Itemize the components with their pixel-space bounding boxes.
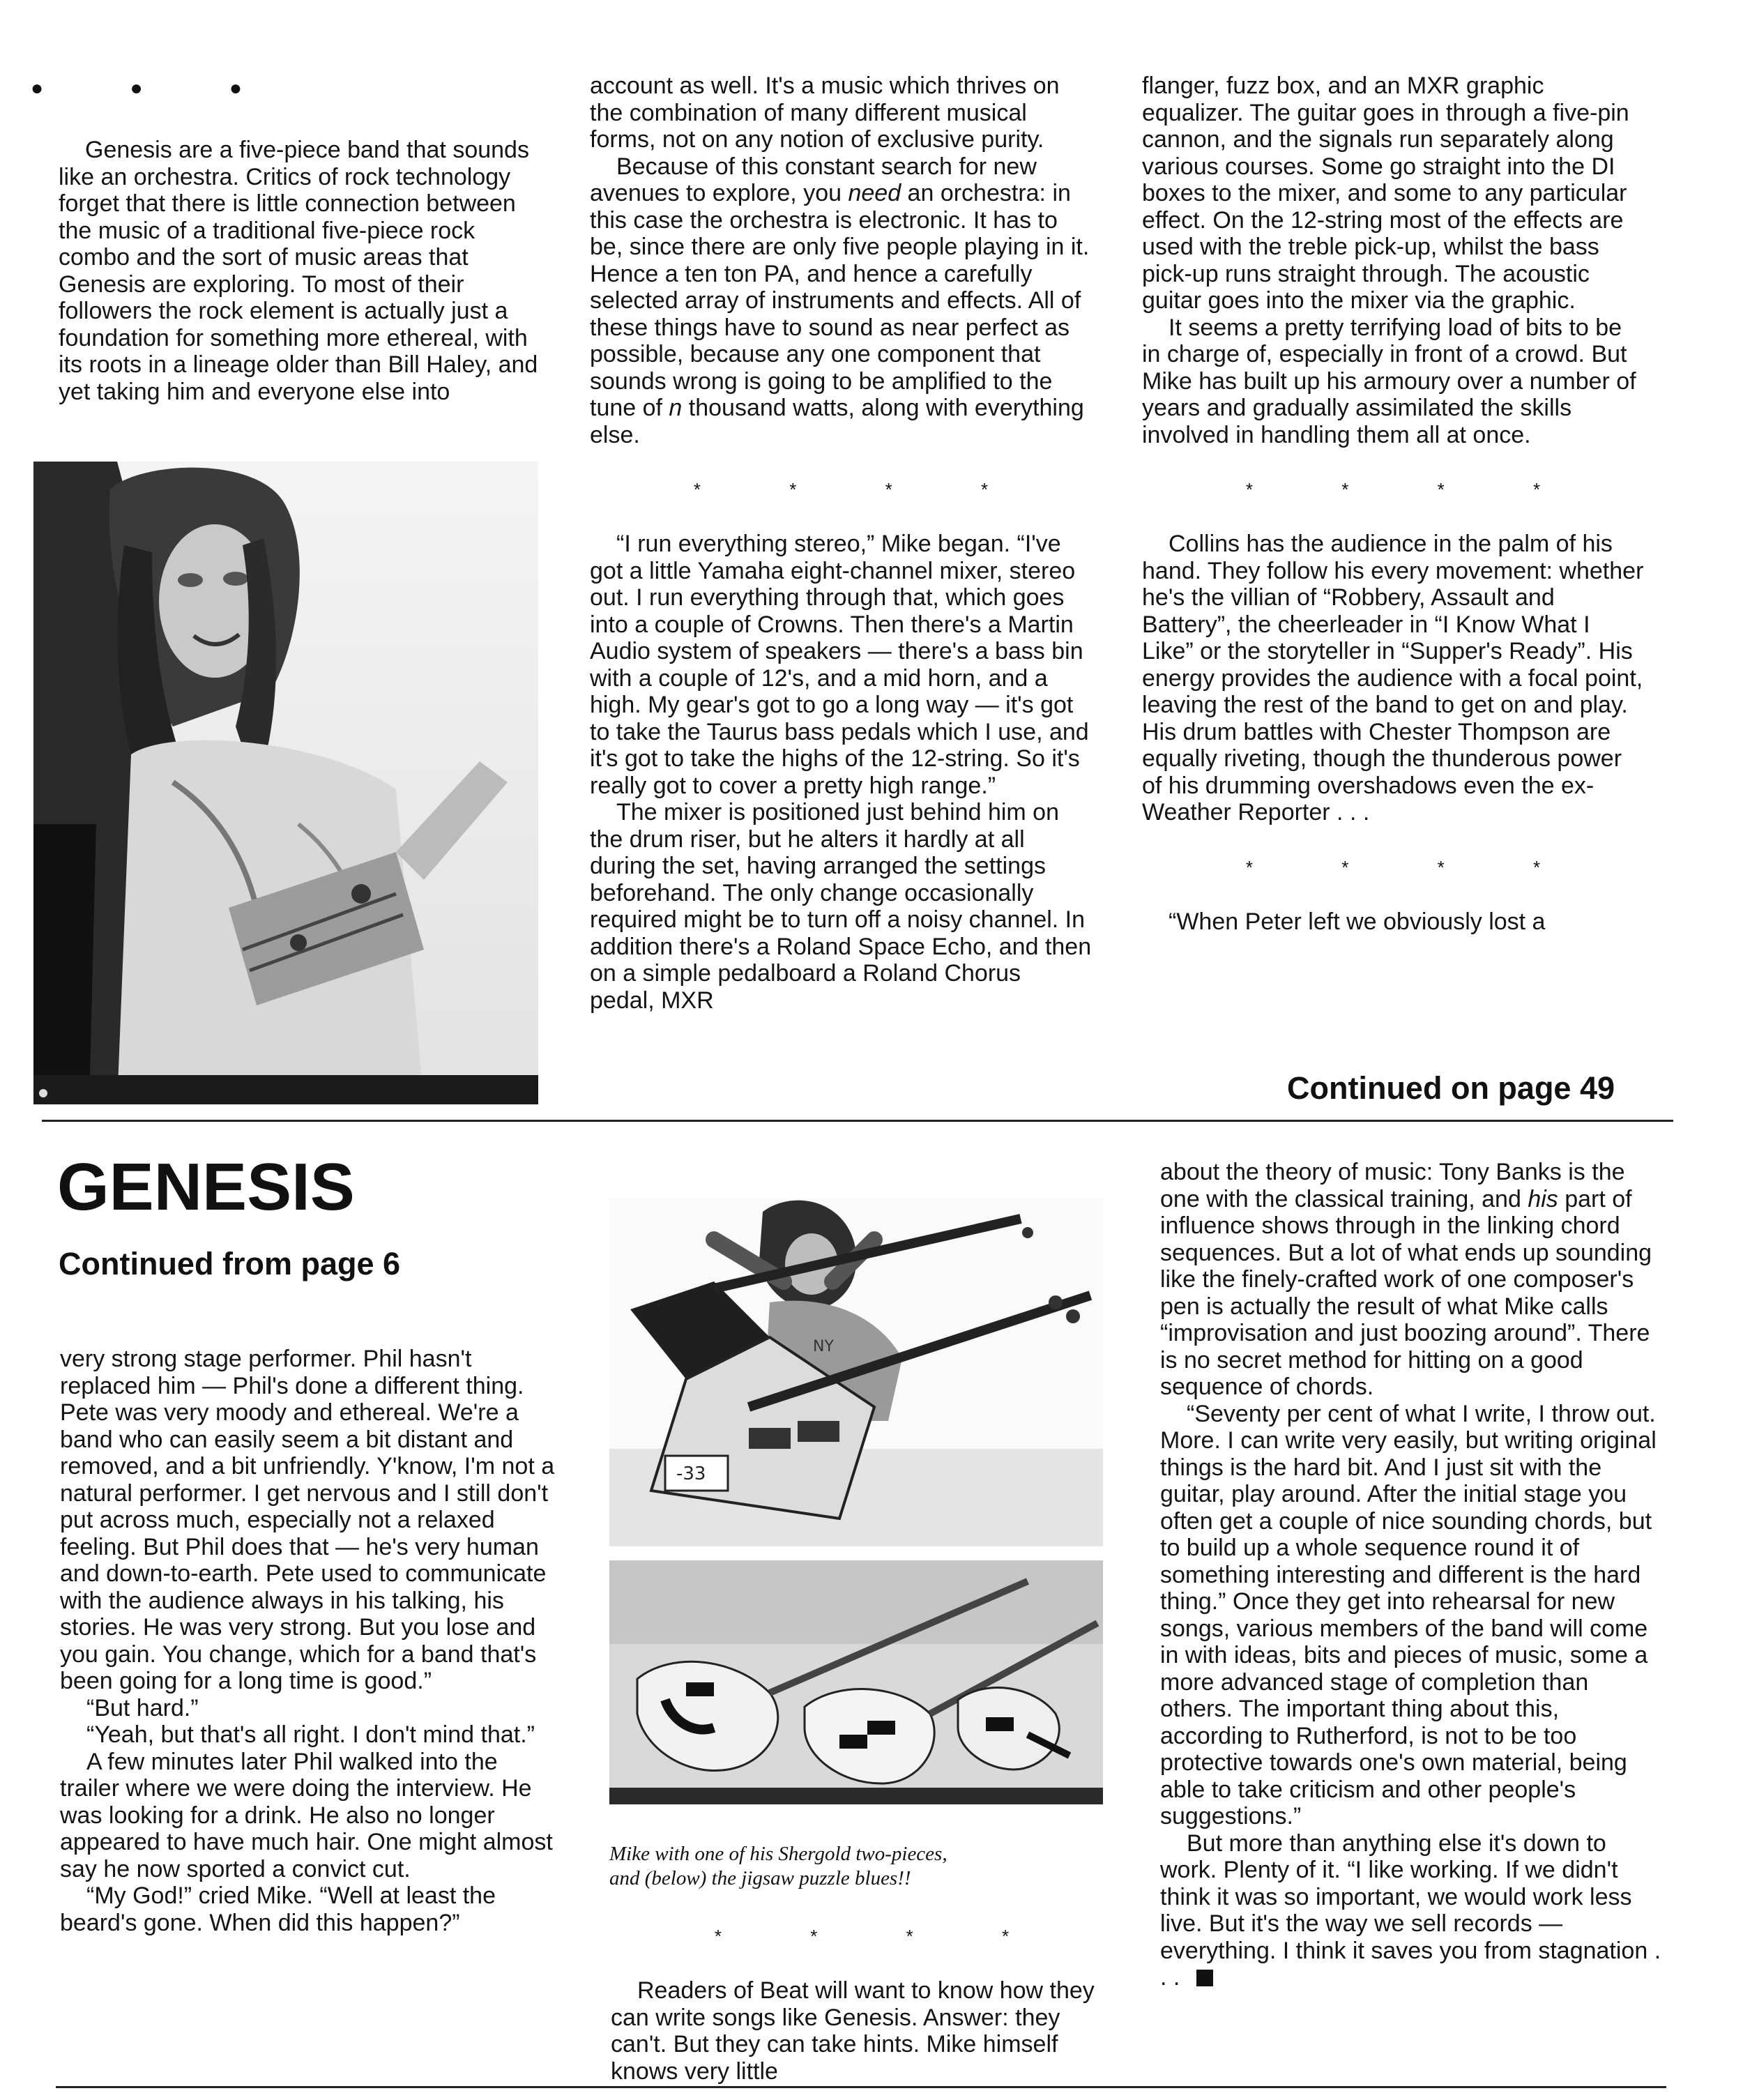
paragraph: flanger, fuzz box, and an MXR graphic equalizer. The guitar goes in through a five-pin cannon, and the signals run separately along various courses. Some go straight into the DI boxes to the mixer, and some to any particular effect. On the 12-string most of the effects are used with the treble pick-up, whilst the bass pick-up runs straight through. The acoustic guitar goes into the mixer via the graphic. [1142, 73, 1629, 314]
section-break-stars: * * * * [1245, 479, 1583, 500]
paragraph: “But hard.” [86, 1694, 199, 1721]
paragraph: The mixer is positioned just behind him on the drum riser, but he alters it hardly at all during the set, having arranged the settings beforehand. The only change occasionally required might be to turn off a noisy channel. In addition there's a Roland Space Echo, and then on a simple pedalboard a Roland Chorus pedal, MXR [590, 799, 1092, 1014]
paragraph: “My God!” cried Mike. “Well at least the beard's gone. When did this happen?” [60, 1882, 496, 1936]
paragraph: about the theory of music: Tony Banks is the one with the classical training, and his part of influence shows through in the linking chord sequences. But a lot of what ends up sounding like the finely-crafted work of one composer's pen is actually the result of what Mike calls “improvisation and just boozing around”. There is no secret method for hitting on a good sequence of chords. [1160, 1159, 1652, 1400]
paragraph: Genesis are a five-piece band that sounds like an orchestra. Critics of rock technology forget that there is little connection between the music of a traditional five-piece rock combo and the sort of music areas that Genesis are exploring. To most of their followers the rock element is actually just a foundation for something more ethereal, with its roots in a lineage older than Bill Haley, and yet taking him and everyone else into [59, 137, 538, 405]
bottom-column-1 [60, 1346, 562, 1936]
continued-on-label: Continued on page 49 [1287, 1070, 1615, 1106]
paragraph: Readers of Beat will want to know how they can write songs like Genesis. Answer: they can't. But they can take hints. Mike himself knows very little [611, 1977, 1095, 2085]
bottom-column-3 [1160, 1159, 1665, 1991]
article-headline: GENESIS [57, 1150, 355, 1224]
photo-mike-with-guitar [33, 462, 538, 1104]
top-column-2 [590, 73, 1092, 1014]
paragraph: A few minutes later Phil walked into the trailer where we were doing the interview. He was looking for a drink. He also no longer appeared to have much hair. One might almost say he now sported a convict cut. [60, 1748, 553, 1882]
end-of-article-mark [1196, 1970, 1213, 1986]
paragraph: account as well. It's a music which thrives on the combination of many different musical forms, not on any notion of exclusive purity. [590, 73, 1060, 153]
svg-text:NY: NY [813, 1338, 834, 1355]
caption-line: Mike with one of his Shergold two-pieces, [609, 1843, 947, 1865]
photo-guitar-pieces [609, 1560, 1103, 1804]
svg-text:-33: -33 [676, 1463, 706, 1484]
paragraph: Collins has the audience in the palm of his hand. They follow his every movement: whether he's the villian of “Robbery, Assault and Battery”, the cheerleader in “I Know What I Like” or the storyteller in “Supper's Ready”. His energy provides the audience with a focal point, leaving the rest of the band to get on and play. His drum battles with Chester Thompson are equally riveting, though the thunderous power of his drumming overshadows even the ex-Weather Reporter . . . [1142, 531, 1644, 825]
paragraph: But more than anything else it's down to work. Plenty of it. “I like working. If we didn't think it was so important, we would work less live. But it's the way we sell records — everything. I think it saves you from stagnation . . . [1160, 1829, 1661, 1991]
photo-caption [609, 1842, 1111, 1891]
section-break-stars: * * * * [1245, 856, 1583, 878]
paragraph: “I run everything stereo,” Mike began. “I've got a little Yamaha eight-channel mixer, stereo out. I run everything through that, which goes into a couple of Crowns. Then there's a Martin Audio system of speakers — there's a bass bin with a couple of 12's, and a mid horn, and a high. My gear's got to go a long way — it's got to take the Taurus bass pedals which I use, and it's got to take the highs of the 12-string. So it's really got to cover a pretty high range.” [590, 531, 1089, 799]
caption-line: and (below) the jigsaw puzzle blues!! [609, 1867, 911, 1889]
paragraph: It seems a pretty terrifying load of bits to be in charge of, especially in front of a crowd. But Mike has built up his armoury over a number of years and gradually assimilated the skills involved in handling them all at once. [1142, 314, 1636, 448]
section-break-stars: * * * * [693, 479, 1030, 500]
paragraph: “When Peter left we obviously lost a [1169, 908, 1546, 935]
paragraph: “Seventy per cent of what I write, I throw out. More. I can write very easily, but writing original things is the hard bit. And I just sit with the guitar, play around. After the initial stage you often get a couple of nice sounding chords, but to build up a whole sequence round it of something interesting and different is the hard thing.” Once they get into rehearsal for new songs, various members of the band will come in with ideas, bits and pieces of music, some a more advanced stage of completion than others. The important thing about this, according to Rutherford, is not to be too protective towards one's own material, being able to take criticism and other people's suggestions.” [1160, 1400, 1657, 1829]
bottom-rule [56, 2086, 1666, 2088]
ornament-dots: ● ● ● [31, 77, 283, 100]
continued-from-label: Continued from page 6 [59, 1246, 401, 1281]
photo-mike-double-neck [609, 1198, 1103, 1546]
section-break-stars: * * * * [714, 1926, 1051, 1947]
paragraph: Because of this constant search for new avenues to explore, you need an orchestra: in this case the orchestra is electronic. It has to be, since there are only five people playing in it. Hence a ten ton PA, and hence a carefully selected array of instruments and effects. All of these things have to sound as near perfect as possible, because any one component that sounds wrong is going to be amplified to the tune of n thousand watts, along with everything else. [590, 153, 1090, 448]
top-column-3 [1142, 73, 1644, 935]
paragraph: “Yeah, but that's all right. I don't mind that.” [86, 1721, 535, 1748]
section-divider [42, 1120, 1673, 1122]
paragraph: very strong stage performer. Phil hasn't replaced him — Phil's done a different thing. Pete was very moody and ethereal. We're a band who can easily seem a bit distant and removed, and a bit unfriendly. Y'know, I'm not a natural performer. I get nervous and I still don't put across much, especially not a relaxed feeling. But Phil does that — he's very human and down-to-earth. Pete used to communicate with the audience always in his talking, his stories. He was very strong. But you lose and you gain. You change, which for a band that's been going for a long time is good.” [60, 1346, 555, 1694]
top-column-1 [59, 137, 547, 405]
bottom-column-2 [611, 1923, 1113, 2085]
